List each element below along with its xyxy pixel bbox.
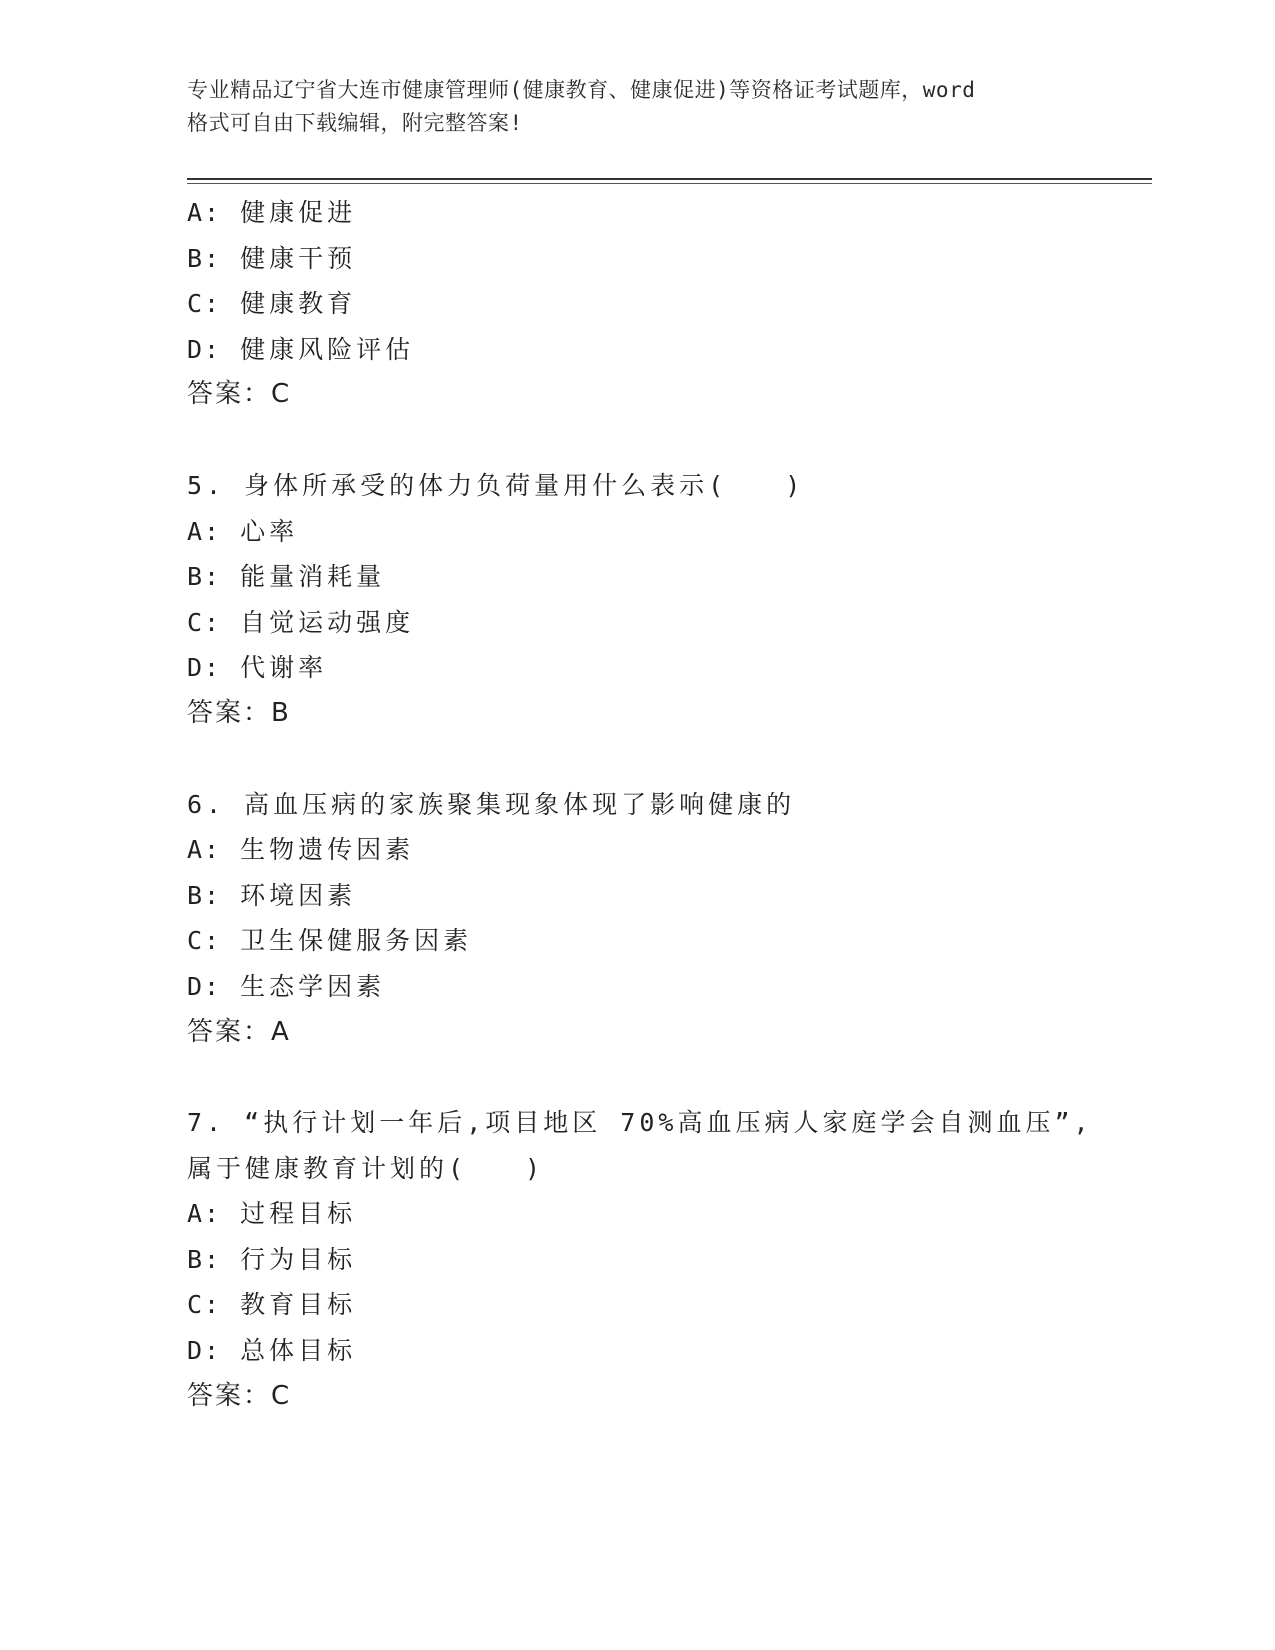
question-block [187,418,1152,737]
question-block [187,1055,1152,1419]
header-line-1: 专业精品辽宁省大连市健康管理师(健康教育、健康促进)等资格证考试题库，word [187,78,976,102]
option-label: A: [187,198,222,227]
option-item [187,827,1152,873]
option-item [187,645,1152,691]
option-text: 行为目标 [240,1244,357,1274]
option-item [187,190,1152,236]
option-item [187,236,1152,282]
question-text: 6. 高血压病的家族聚集现象体现了影响健康的 [187,789,796,819]
option-label: B: [187,562,222,592]
option-item [187,1191,1152,1237]
question-text: 5. 身体所承受的体力负荷量用什么表示( ) [187,470,805,500]
option-item [187,964,1152,1010]
option-text: 教育目标 [240,1290,357,1320]
option-label: D: [187,1336,222,1366]
option-label: C: [187,1290,222,1320]
option-label: D: [187,971,222,1001]
option-item [187,554,1152,600]
option-item [187,1237,1152,1283]
option-item [187,600,1152,646]
option-text: 卫生保健服务因素 [240,926,473,956]
option-label: B: [187,880,222,910]
block-spacer [187,737,1152,782]
option-item [187,509,1152,555]
question-text: 7. “执行计划一年后,项目地区 70%高血压病人家庭学会自测血压”, [187,1108,1093,1138]
option-text: 环境因素 [240,880,357,910]
option-text: 健康干预 [240,243,357,273]
block-spacer [187,418,1152,463]
option-label: D: [187,653,222,683]
option-item [187,873,1152,919]
question-block [187,737,1152,1056]
option-label: A: [187,835,222,865]
option-label: C: [187,926,222,956]
option-text: 过程目标 [240,1199,357,1229]
option-item [187,281,1152,327]
answer-text: 答案：A [187,1016,291,1047]
question-block [187,190,1152,418]
option-text: 自觉运动强度 [240,607,415,637]
option-text: 能量消耗量 [240,562,386,592]
answer-text: 答案：C [187,1380,292,1411]
option-text: 健康教育 [240,289,357,319]
header-line-2: 格式可自由下载编辑，附完整答案! [187,111,523,135]
option-text: 健康促进 [240,198,357,227]
answer-text: 答案：C [187,379,292,410]
option-label: B: [187,243,222,273]
option-label: B: [187,1244,222,1274]
option-label: A: [187,516,222,546]
header-divider-thin [187,183,1152,184]
document-header [187,74,1087,140]
option-label: D: [187,334,222,364]
option-label: A: [187,1199,222,1229]
block-spacer [187,1055,1152,1100]
question-list [187,190,1152,1419]
option-text: 生物遗传因素 [240,835,415,865]
option-item [187,918,1152,964]
option-item [187,1282,1152,1328]
option-text: 代谢率 [240,653,328,683]
option-item [187,327,1152,373]
option-item [187,1328,1152,1374]
option-text: 健康风险评估 [240,334,415,364]
option-text: 总体目标 [240,1336,357,1366]
option-text: 生态学因素 [240,971,386,1001]
answer-text: 答案：B [187,697,291,728]
option-label: C: [187,607,222,637]
option-text: 心率 [240,516,299,546]
option-label: C: [187,289,222,319]
question-text: 属于健康教育计划的( ) [187,1153,545,1183]
header-divider [187,178,1152,180]
